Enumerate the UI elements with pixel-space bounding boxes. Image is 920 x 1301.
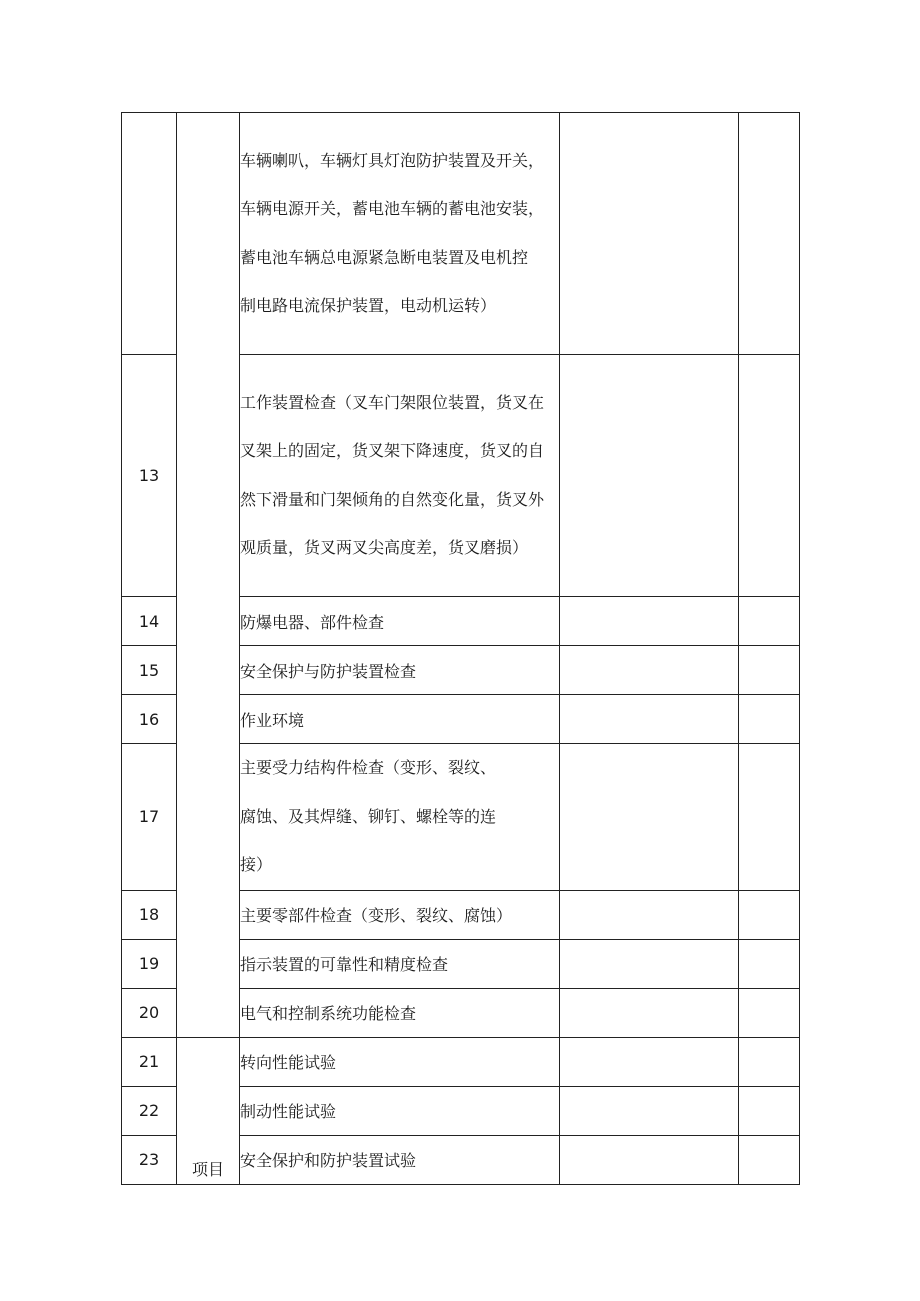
category-cell: [177, 113, 240, 1038]
result-cell[interactable]: [560, 890, 739, 939]
item-number: 17: [122, 744, 177, 891]
remark-cell[interactable]: [739, 890, 800, 939]
item-description: 防爆电器、部件检查: [240, 597, 560, 646]
item-number: 23: [122, 1135, 177, 1184]
result-cell[interactable]: [560, 1086, 739, 1135]
remark-cell[interactable]: [739, 113, 800, 355]
item-number: 19: [122, 939, 177, 988]
remark-cell[interactable]: [739, 1135, 800, 1184]
item-description: 指示装置的可靠性和精度检查: [240, 939, 560, 988]
item-description: 安全保护与防护装置检查: [240, 646, 560, 695]
item-number: 14: [122, 597, 177, 646]
item-description: 制动性能试验: [240, 1086, 560, 1135]
remark-cell[interactable]: [739, 744, 800, 891]
remark-cell[interactable]: [739, 646, 800, 695]
item-number: 21: [122, 1037, 177, 1086]
result-cell[interactable]: [560, 988, 739, 1037]
result-cell[interactable]: [560, 355, 739, 597]
item-number: 22: [122, 1086, 177, 1135]
remark-cell[interactable]: [739, 988, 800, 1037]
inspection-table: [121, 112, 800, 1185]
item-number: [122, 113, 177, 355]
item-description: 主要受力结构件检查（变形、裂纹、 腐蚀、及其焊缝、铆钉、螺栓等的连 接）: [240, 744, 560, 891]
remark-cell[interactable]: [739, 1037, 800, 1086]
item-description: 电气和控制系统功能检查: [240, 988, 560, 1037]
remark-cell[interactable]: [739, 597, 800, 646]
table-row: [122, 113, 800, 355]
remark-cell[interactable]: [739, 355, 800, 597]
item-number: 16: [122, 695, 177, 744]
item-number: 18: [122, 890, 177, 939]
category-label: 项目: [177, 1037, 240, 1184]
result-cell[interactable]: [560, 1037, 739, 1086]
result-cell[interactable]: [560, 113, 739, 355]
item-description: 车辆喇叭，车辆灯具灯泡防护装置及开关， 车辆电源开关，蓄电池车辆的蓄电池安装， 蓄电池车辆总电源紧急断电装置及电机控 制电路电流保护装置，电动机运转）: [240, 113, 560, 355]
remark-cell[interactable]: [739, 695, 800, 744]
result-cell[interactable]: [560, 597, 739, 646]
result-cell[interactable]: [560, 695, 739, 744]
result-cell[interactable]: [560, 1135, 739, 1184]
item-number: 15: [122, 646, 177, 695]
item-description: 转向性能试验: [240, 1037, 560, 1086]
item-description: 主要零部件检查（变形、裂纹、腐蚀）: [240, 890, 560, 939]
remark-cell[interactable]: [739, 1086, 800, 1135]
item-description: 安全保护和防护装置试验: [240, 1135, 560, 1184]
remark-cell[interactable]: [739, 939, 800, 988]
item-number: 20: [122, 988, 177, 1037]
result-cell[interactable]: [560, 939, 739, 988]
result-cell[interactable]: [560, 646, 739, 695]
result-cell[interactable]: [560, 744, 739, 891]
item-description: 工作装置检查（叉车门架限位装置，货叉在 叉架上的固定，货叉架下降速度，货叉的自 然下滑量和门架倾角的自然变化量，货叉外 观质量，货叉两叉尖高度差，货叉磨损）: [240, 355, 560, 597]
item-description: 作业环境: [240, 695, 560, 744]
table-row: [122, 1037, 800, 1086]
item-number: 13: [122, 355, 177, 597]
